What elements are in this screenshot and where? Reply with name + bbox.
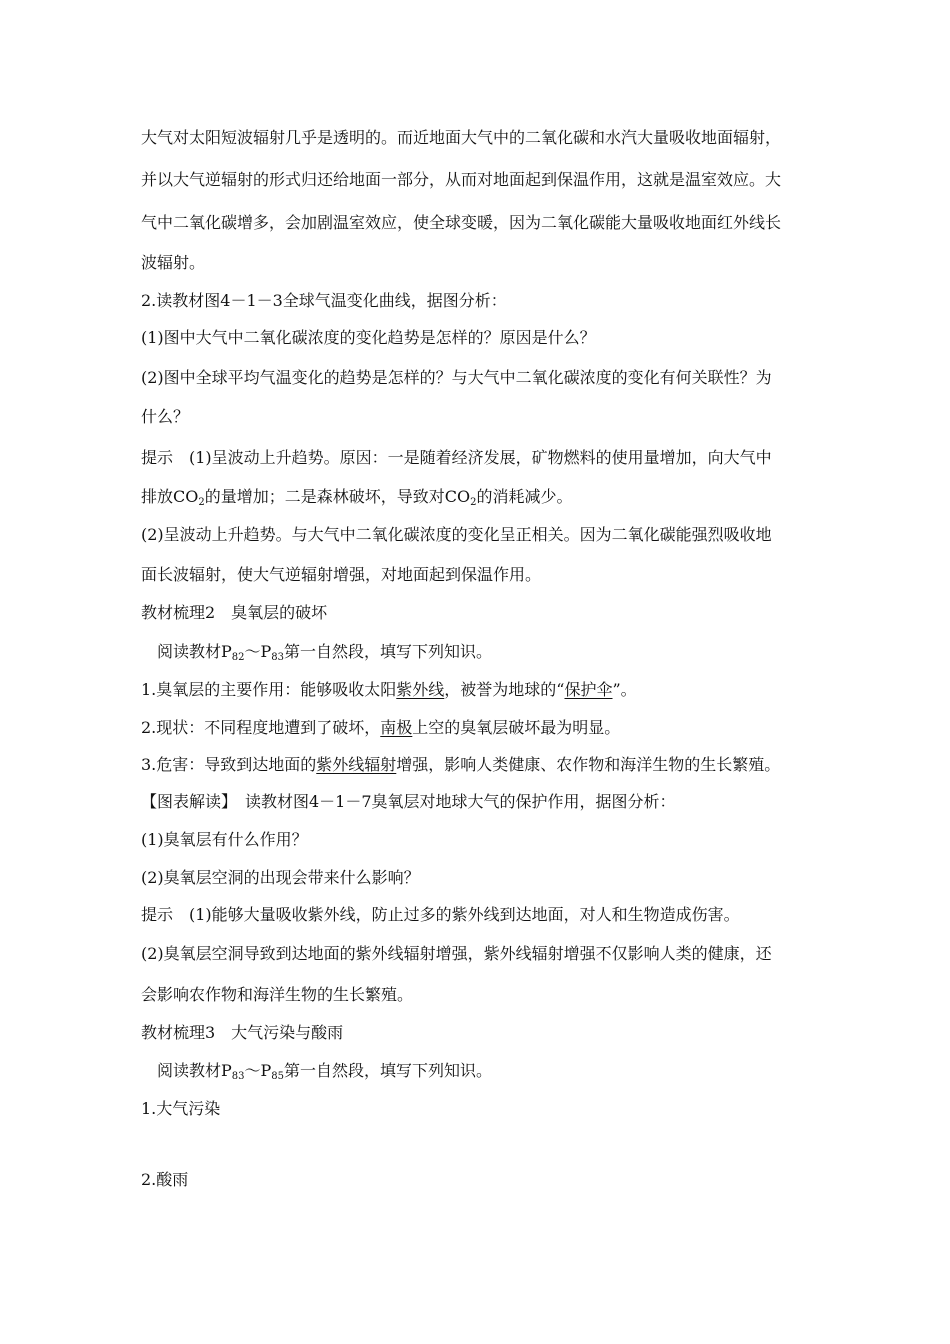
paragraph-line: 并以大气逆辐射的形式归还给地面一部分，从而对地面起到保温作用，这就是温室效应。大 — [141, 170, 782, 189]
question-item: 什么？ — [141, 407, 190, 426]
question-item: (2)图中全球平均气温变化的趋势是怎样的？与大气中二氧化碳浓度的变化有何关联性？为 — [141, 368, 772, 387]
hint-line: 会影响农作物和海洋生物的生长繁殖。 — [141, 985, 414, 1004]
section-title: 教材梳理2 臭氧层的破坏 — [141, 603, 328, 622]
knowledge-item: 3.危害：导致到达地面的紫外线辐射增强，影响人类健康、农作物和海洋生物的生长繁殖。 — [141, 755, 781, 774]
hint-line: 提示 (1)能够大量吸收紫外线，防止过多的紫外线到达地面，对人和生物造成伤害。 — [141, 905, 740, 924]
reading-instruction: 阅读教材$P_{83}\sim P_{85}$第一自然段，填写下列知识。 — [157, 1061, 493, 1082]
hint-line: 面长波辐射，使大气逆辐射增强，对地面起到保温作用。 — [141, 565, 542, 584]
reading-instruction: 阅读教材$P_{82}\sim P_{83}$第一自然段，填写下列知识。 — [157, 642, 493, 663]
hint-line: 提示 (1)呈波动上升趋势。原因：一是随着经济发展，矿物燃料的使用量增加，向大气中 — [141, 448, 772, 467]
paragraph-line: 气中二氧化碳增多，会加剧温室效应，使全球变暖，因为二氧化碳能大量吸收地面红外线长 — [141, 213, 782, 232]
hint-line: (2)呈波动上升趋势。与大气中二氧化碳浓度的变化呈正相关。因为二氧化碳能强烈吸收地 — [141, 525, 772, 544]
question-item: (2)臭氧层空洞的出现会带来什么影响？ — [141, 868, 420, 887]
section-title: 教材梳理3 大气污染与酸雨 — [141, 1023, 344, 1042]
paragraph-line: 大气对太阳短波辐射几乎是透明的。而近地面大气中的二氧化碳和水汽大量吸收地面辐射， — [141, 128, 782, 147]
list-item: 1.大气污染 — [141, 1099, 221, 1118]
knowledge-item: 2.现状：不同程度地遭到了破坏，南极上空的臭氧层破坏最为明显。 — [141, 718, 621, 737]
question-item: (1)臭氧层有什么作用？ — [141, 830, 308, 849]
hint-line: (2)臭氧层空洞导致到达地面的紫外线辐射增强，紫外线辐射增强不仅影响人类的健康，还 — [141, 944, 772, 963]
chart-reading-title: 【图表解读】 读教材图4－1－7臭氧层对地球大气的保护作用，据图分析： — [141, 792, 676, 811]
list-item: 2.酸雨 — [141, 1170, 189, 1189]
knowledge-item: 1.臭氧层的主要作用：能够吸收太阳紫外线，被誉为地球的“保护伞”。 — [141, 680, 637, 699]
hint-line: 排放$CO_2$的量增加；二是森林破坏，导致对$CO_2$的消耗减少。 — [141, 487, 573, 508]
question-title: 2.读教材图4－1－3全球气温变化曲线，据图分析： — [141, 291, 507, 310]
paragraph-line: 波辐射。 — [141, 253, 206, 272]
question-item: (1)图中大气中二氧化碳浓度的变化趋势是怎样的？原因是什么？ — [141, 328, 596, 347]
